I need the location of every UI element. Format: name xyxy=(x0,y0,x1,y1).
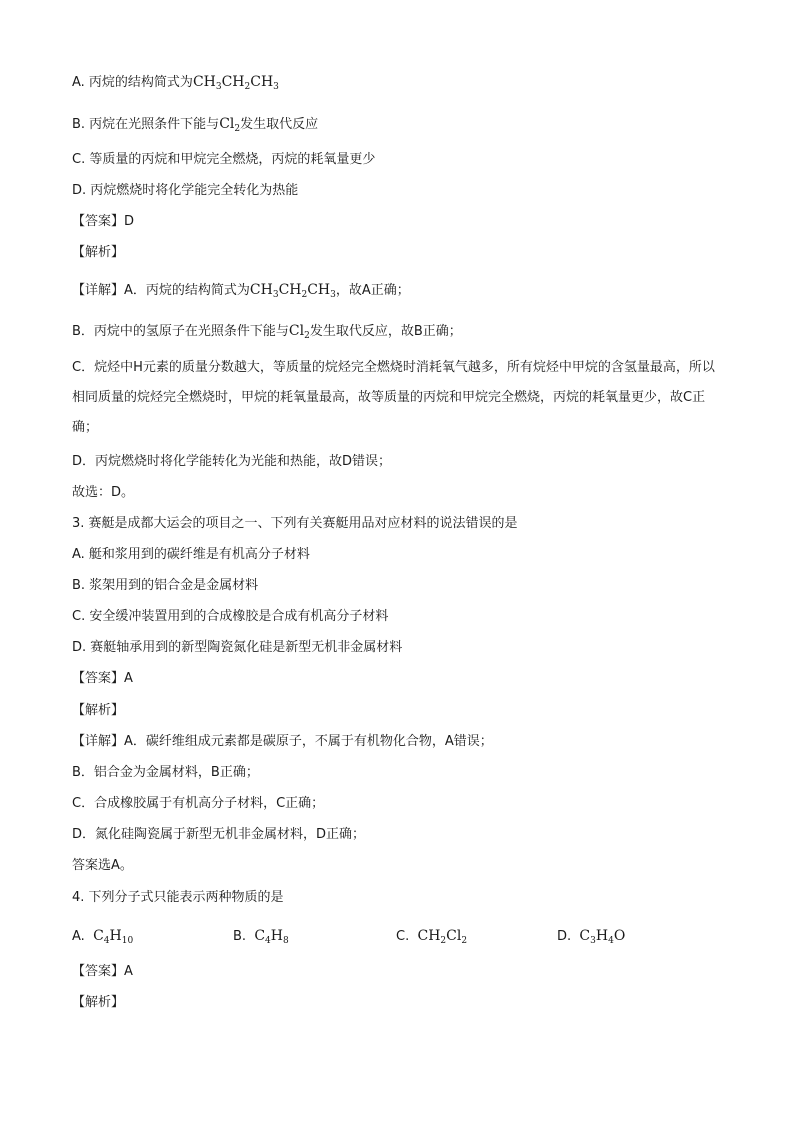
formula-c4h8: $C_4H_8$ xyxy=(254,928,289,946)
q2-option-c: C. 等质量的丙烷和甲烷完全燃烧，丙烷的耗氧量更少 xyxy=(72,152,376,167)
q3-detail-d: D．氮化硅陶瓷属于新型无机非金属材料，D正确； xyxy=(72,827,366,842)
chlorine-formula: $Cl_2$ xyxy=(288,323,310,341)
q4-option-b: B. $C_4H_8$ xyxy=(233,928,289,946)
q2-conclusion: 故选：D。 xyxy=(72,485,135,500)
q4-answer: 【答案】A xyxy=(72,964,133,979)
q3-conclusion: 答案选A。 xyxy=(72,858,133,873)
q3-stem: 3. 赛艇是成都大运会的项目之一、下列有关赛艇用品对应材料的说法错误的是 xyxy=(72,516,518,531)
q4-analysis-heading: 【解析】 xyxy=(72,995,125,1010)
q3-detail-b: B．铝合金为金属材料，B正确； xyxy=(72,765,259,780)
q4-stem: 4. 下列分子式只能表示两种物质的是 xyxy=(72,890,284,905)
propane-formula: $CH_3CH_2CH_3$ xyxy=(192,74,279,92)
q2-detail-b: B．丙烷中的氢原子在光照条件下能与$Cl_2$发生取代反应，故B正确； xyxy=(72,323,462,341)
q2-analysis-heading: 【解析】 xyxy=(72,245,125,260)
q2-answer: 【答案】D xyxy=(72,214,135,229)
q2-detail-d: D．丙烷燃烧时将化学能转化为光能和热能，故D错误； xyxy=(72,454,392,469)
q2-detail-c: C．烷烃中H元素的质量分数越大，等质量的烷烃完全燃烧时消耗氧气越多，所有烷烃中甲烷的含氢量最高，所以相同质量的烷烃完全燃烧时，甲烷的耗氧量最高，故等质量的丙烷和甲烷完全燃烧，丙烷的耗氧量更少，故C正确； xyxy=(72,360,715,435)
q3-option-d: D. 赛艇轴承用到的新型陶瓷氮化硅是新型无机非金属材料 xyxy=(72,640,403,655)
q2-option-d: D. 丙烷燃烧时将化学能完全转化为热能 xyxy=(72,183,299,198)
q3-option-a: A. 艇和浆用到的碳纤维是有机高分子材料 xyxy=(72,547,310,562)
q3-detail-a: 【详解】A．碳纤维组成元素都是碳原子，不属于有机物化合物，A错误； xyxy=(72,734,493,749)
formula-c4h10: $C_4H_{10}$ xyxy=(93,928,134,946)
q2-option-b: B. 丙烷在光照条件下能与$Cl_2$发生取代反应 xyxy=(72,116,319,134)
formula-c3h4o: $C_3H_4O$ xyxy=(579,928,626,946)
formula-ch2cl2: $CH_2Cl_2$ xyxy=(417,928,468,946)
q3-detail-c: C．合成橡胶属于有机高分子材料，C正确； xyxy=(72,796,325,811)
propane-formula: $CH_3CH_2CH_3$ xyxy=(249,282,336,300)
q4-option-a: A. $C_4H_{10}$ xyxy=(72,928,134,946)
q3-analysis-heading: 【解析】 xyxy=(72,703,125,718)
q3-answer: 【答案】A xyxy=(72,671,133,686)
q4-option-d: D. $C_3H_4O$ xyxy=(557,928,626,946)
q4-option-c: C. $CH_2Cl_2$ xyxy=(396,928,468,946)
q2-option-a: A. 丙烷的结构简式为$CH_3CH_2CH_3$ xyxy=(72,74,279,92)
q3-option-b: B. 浆架用到的铝合金是金属材料 xyxy=(72,578,259,593)
q3-option-c: C. 安全缓冲装置用到的合成橡胶是合成有机高分子材料 xyxy=(72,609,389,624)
chlorine-formula: $Cl_2$ xyxy=(219,116,241,134)
q2-detail-a: 【详解】A．丙烷的结构简式为$CH_3CH_2CH_3$，故A正确； xyxy=(72,282,410,300)
